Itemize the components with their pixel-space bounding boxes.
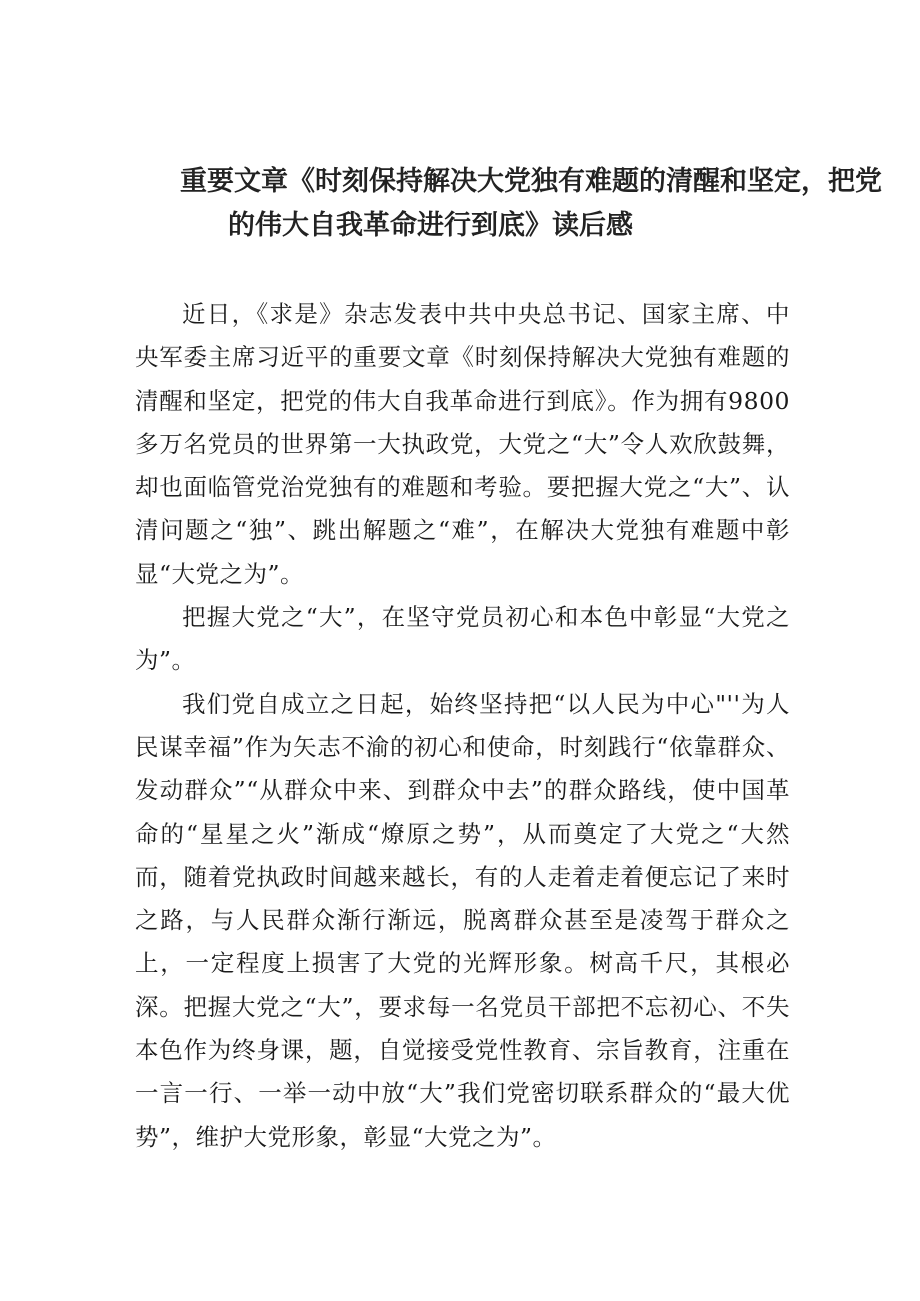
title-line-1: 重要文章《时刻保持解决大党独有难题的清醒和坚定，把党: [180, 166, 882, 197]
title-line-2: 的伟大自我革命进行到底》读后感: [228, 210, 633, 241]
paragraph-body-1: 我们党自成立之日起，始终坚持把“以人民为中心"''为人民谋幸福”作为矢志不渝的初心和使命，时刻践行“依靠群众、发动群众”“从群众中来、到群众中去”的群众路线，使中国革命的“星星之火”渐成“燎原之势”，从而奠定了大党之“大然而，随着党执政时间越来越长，有的人走着走着便忘记了来时之路，与人民群众渐行渐远，脱离群众甚至是凌驾于群众之上，一定程度上损害了大党的光辉形象。树高千尺，其根必深。把握大党之“大”，要求每一名党员干部把不忘初心、不失本色作为终身课，题，自觉接受党性教育、宗旨教育，注重在一言一行、一举一动中放“大”我们党密切联系群众的“最大优势”，维护大党形象，彰显“大党之为”。: [135, 689, 790, 1151]
paragraph-intro: 近日，《求是》杂志发表中共中央总书记、国家主席、中央军委主席习近平的重要文章《时刻保持解决大党独有难题的清醒和坚定，把党的伟大自我革命进行到底》。作为拥有9800多万名党员的世界第一大执政党，大党之“大”令人欢欣鼓舞，却也面临管党治党独有的难题和考验。要把握大党之“大”、认清问题之“独”、跳出解题之“难”，在解决大党独有难题中彰显“大党之为”。: [135, 300, 790, 588]
paragraph-heading-1: 把握大党之“大”，在坚守党员初心和本色中彰显“大党之为”。: [135, 603, 790, 675]
document-title: [130, 160, 882, 248]
document-body: [135, 293, 790, 1159]
